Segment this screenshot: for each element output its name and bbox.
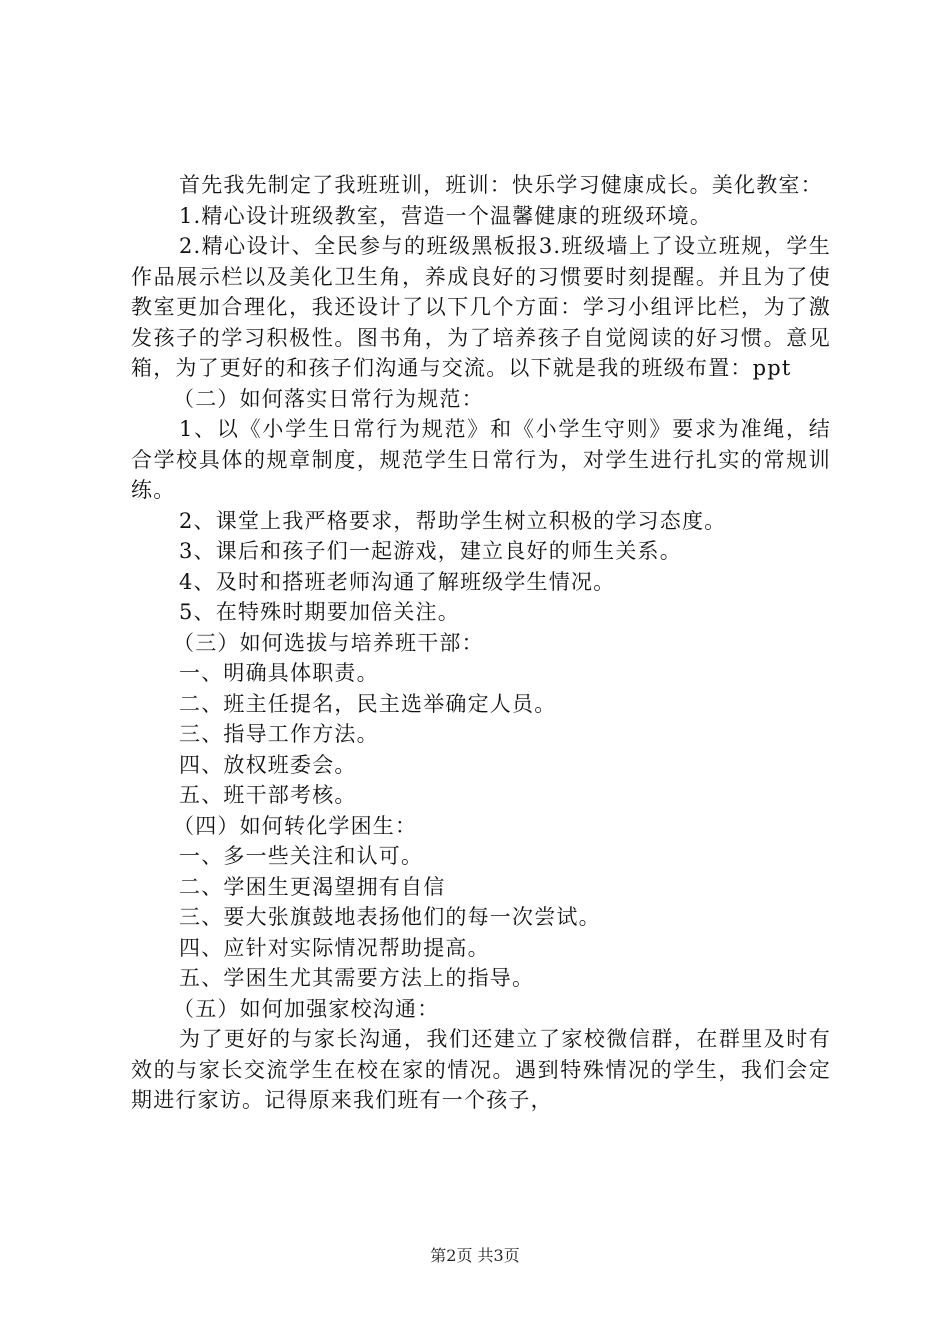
- paragraph-cadre-3: 三、指导工作方法。: [179, 722, 379, 746]
- paragraph-support-3: 三、要大张旗鼓地表扬他们的每一次尝试。: [179, 905, 601, 929]
- document-body: [131, 170, 831, 1116]
- paragraph-support-5: 五、学困生尤其需要方法上的指导。: [179, 966, 535, 990]
- paragraph-cadre-4: 四、放权班委会。: [179, 752, 357, 777]
- paragraph-support-2: 二、学困生更渴望拥有自信: [179, 874, 446, 899]
- paragraph-cadre-5: 五、班干部考核。: [179, 783, 357, 807]
- paragraph-norms-2: 2、课堂上我严格要求，帮助学生树立积极的学习态度。: [179, 508, 727, 533]
- section-heading-5: （五）如何加强家校沟通：: [173, 996, 440, 1021]
- page-number-footer: 第2页 共3页: [430, 1246, 520, 1265]
- section-heading-2: （二）如何落实日常行为规范：: [173, 386, 484, 411]
- paragraph-item-1: 1.精心设计班级教室，营造一个温馨健康的班级环境。: [179, 203, 713, 228]
- paragraph-cadre-2: 二、班主任提名，民主选举确定人员。: [179, 691, 557, 716]
- paragraph-item-2: 2.精心设计、全民参与的班级黑板报3.班级墙上了设立班规，学生作品展示栏以及美化卫生角，养成良好的习惯要时刻提醒。并且为了使教室更加合理化，我还设计了以下几个方面：学习小组评比栏，为了激发孩子的学习积极性。图书角，为了培养孩子自觉阅读的好习惯。意见箱，为了更好的和孩子们沟通与交流。以下就是我的班级布置：ppt: [131, 234, 831, 380]
- paragraph-norms-1: 1、以《小学生日常行为规范》和《小学生守则》要求为准绳，结合学校具体的规章制度，规范学生日常行为，对学生进行扎实的常规训练。: [131, 417, 831, 502]
- section-heading-4: （四）如何转化学困生：: [173, 813, 418, 838]
- paragraph-norms-4: 4、及时和搭班老师沟通了解班级学生情况。: [179, 569, 616, 594]
- section-heading-3: （三）如何选拔与培养班干部：: [173, 630, 484, 655]
- paragraph-norms-3: 3、课后和孩子们一起游戏，建立良好的师生关系。: [179, 539, 682, 563]
- paragraph-cadre-1: 一、明确具体职责。: [179, 661, 379, 685]
- paragraph-support-1: 一、多一些关注和认可。: [179, 844, 424, 868]
- paragraph-norms-5: 5、在特殊时期要加倍关注。: [179, 600, 460, 624]
- paragraph-home-school: 为了更好的与家长沟通，我们还建立了家校微信群，在群里及时有效的与家长交流学生在校在家的情况。遇到特殊情况的学生，我们会定期进行家访。记得原来我们班有一个孩子，: [131, 1027, 831, 1112]
- paragraph-class-motto: 首先我先制定了我班班训，班训：快乐学习健康成长。美化教室：: [179, 173, 823, 197]
- paragraph-support-4: 四、应针对实际情况帮助提高。: [179, 935, 490, 960]
